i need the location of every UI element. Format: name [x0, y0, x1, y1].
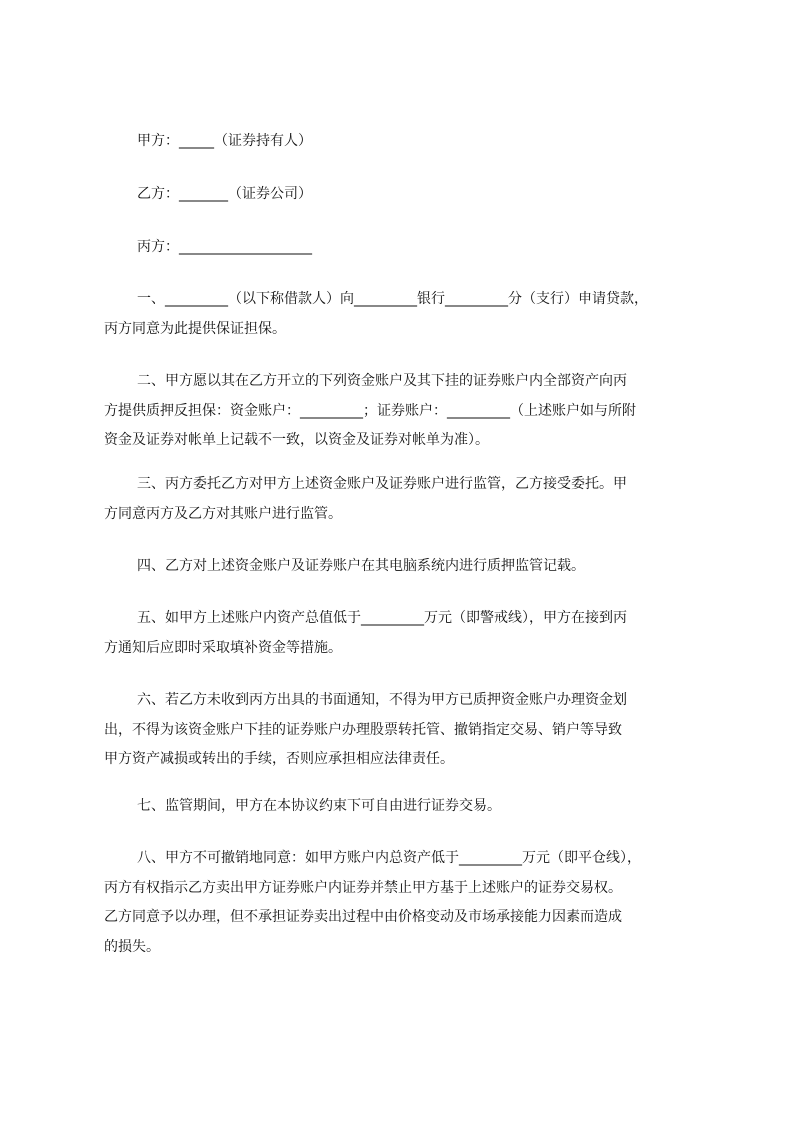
clause-1-line-1: 一、_________（以下称借款人）向_________银行_________分（支行）申请贷款，: [137, 291, 648, 307]
party-yi-line: 乙方：_______（证券公司）: [137, 186, 312, 202]
party-jia-line: 甲方：_____（证券持有人）: [137, 133, 312, 149]
clause-5-line-1: 五、如甲方上述账户内资产总值低于_________万元（即警戒线），甲方在接到丙: [137, 610, 627, 626]
clause-4-line-1: 四、乙方对上述资金账户及证券账户在其电脑系统内进行质押监管记载。: [137, 558, 585, 574]
party-bing-line: 丙方：___________________: [137, 239, 312, 255]
clause-8-line-3: 乙方同意予以办理，但不承担证券卖出过程中由价格变动及市场承接能力因素而造成: [104, 909, 622, 925]
clause-1-line-2: 丙方同意为此提供保证担保。: [104, 320, 286, 337]
clause-8-line-4: 的损失。: [104, 938, 160, 955]
clause-4: [104, 552, 704, 582]
clause-8-line-1: 八、甲方不可撤销地同意：如甲方账户内总资产低于_________万元（即平仓线），: [137, 850, 641, 866]
clause-5: [104, 604, 704, 663]
clause-3-line-2: 方同意丙方及乙方对其账户进行监管。: [104, 505, 342, 522]
clause-1: [104, 285, 704, 344]
clause-7: [104, 792, 704, 822]
clause-2: [104, 367, 704, 456]
clause-2-line-3: 资金及证券对帐单上记载不一致，以资金及证券对帐单为准）。: [104, 432, 489, 448]
clause-2-line-1: 二、甲方愿以其在乙方开立的下列资金账户及其下挂的证券账户内全部资产向丙: [137, 373, 627, 389]
clause-8: [104, 844, 704, 962]
clause-6: [104, 686, 704, 775]
clause-6-line-2: 出，不得为该资金账户下挂的证券账户办理股票转托管、撤销指定交易、销户等导致: [104, 721, 622, 738]
clause-7-line-1: 七、监管期间，甲方在本协议约束下可自由进行证券交易。: [137, 798, 501, 814]
clause-3-line-1: 三、丙方委托乙方对甲方上述资金账户及证券账户进行监管，乙方接受委托。甲: [137, 476, 627, 492]
clause-2-line-2: 方提供质押反担保：资金账户：_________；证券账户：_________（上述账户如与所附: [104, 402, 636, 419]
clause-8-line-2: 丙方有权指示乙方卖出甲方证券账户内证券并禁止甲方基于上述账户的证券交易权。: [104, 879, 622, 896]
clause-6-line-3: 甲方资产减损或转出的手续，否则应承担相应法律责任。: [104, 751, 454, 767]
clause-6-line-1: 六、若乙方未收到丙方出具的书面通知，不得为甲方已质押资金账户办理资金划: [137, 692, 627, 708]
clause-5-line-2: 方通知后应即时采取填补资金等措施。: [104, 639, 342, 656]
clause-3: [104, 470, 704, 529]
